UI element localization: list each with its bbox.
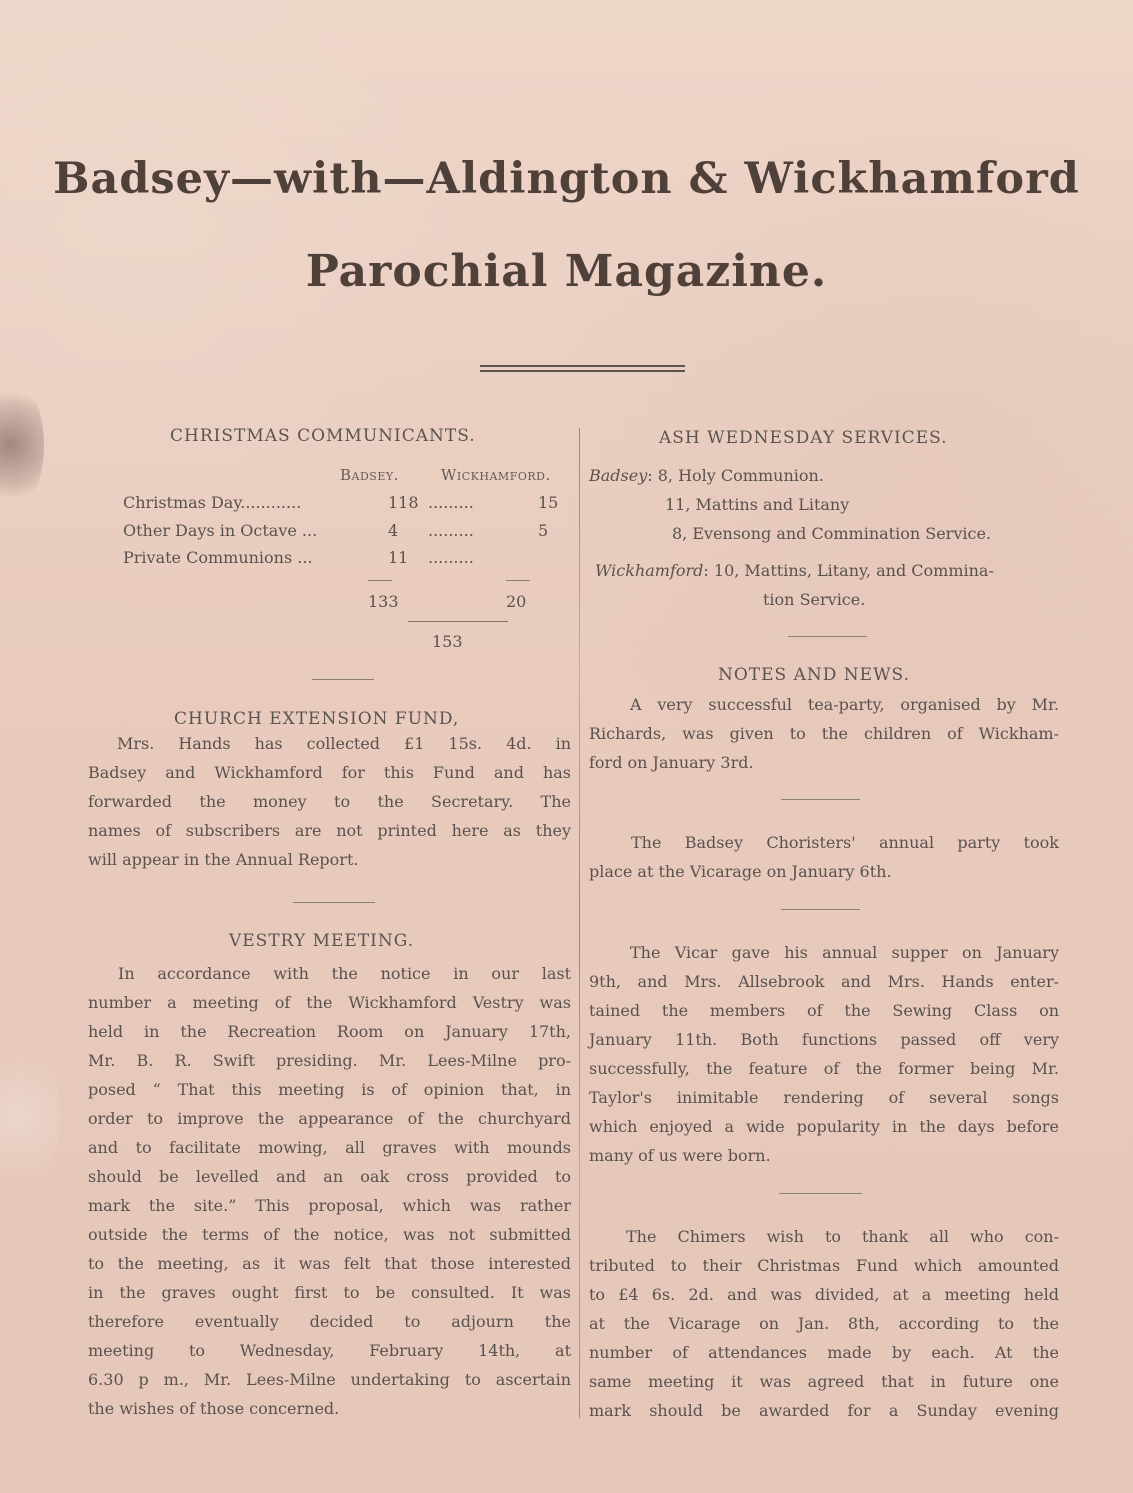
communicants-row-dots: ......... [428,493,474,512]
ash-badsey-third: 8, Evensong and Commination Service. [672,524,991,543]
communicants-col-badsey: Badsey. [340,466,399,484]
ash-badsey-second: 11, Mattins and Litany [665,495,850,514]
notes-paragraph3-line: Taylor's inimitable rendering of several songs [589,1088,1059,1107]
church-extension-line: Badsey and Wickhamford for this Fund and has [88,763,571,782]
notes-paragraph4-line: mark should be awarded for a Sunday evening [589,1401,1059,1420]
church-extension-heading: CHURCH EXTENSION FUND, [174,709,460,729]
subtotal-rule-wickhamford [506,580,530,581]
vestry-line: mark the site.” This proposal, which was rather [88,1196,571,1215]
vestry-line: outside the terms of the notice, was not submitted [88,1225,571,1244]
notes-paragraph3-line: January 11th. Both functions passed off very [589,1030,1059,1049]
communicants-row-label: Christmas Day............ [123,493,302,512]
vestry-line: the wishes of those concerned. [88,1399,340,1418]
total-badsey: 133 [368,592,399,611]
notes-paragraph1-line: A very successful tea-party, organised by Mr. [630,695,1059,714]
notes-paragraph3-line: which enjoyed a wide popularity in the days before [589,1117,1059,1136]
communicants-row-wickhamford-value: 5 [538,521,549,540]
ash-wednesday-heading: ASH WEDNESDAY SERVICES. [659,428,948,448]
vestry-line: in the graves ought first to be consulted. It was [88,1283,571,1302]
paper-stain [0,1040,60,1190]
ash-wickhamford-line [595,556,994,585]
ash-badsey-first: : 8, Holy Communion. [647,466,824,485]
section-divider [779,1193,862,1194]
total-wickhamford: 20 [506,592,527,611]
notes-paragraph4-line: same meeting it was agreed that in future one [589,1372,1059,1391]
notes-paragraph3-line: successfully, the feature of the former being Mr. [589,1059,1059,1078]
vestry-heading: VESTRY MEETING. [229,931,415,951]
notes-paragraph3-line: The Vicar gave his annual supper on January [630,943,1059,962]
notes-paragraph1-line: Richards, was given to the children of Wickham- [589,724,1059,743]
section-divider [781,909,860,910]
notes-paragraph3-line: 9th, and Mrs. Allsebrook and Mrs. Hands enter- [589,972,1059,991]
church-extension-line: names of subscribers are not printed here as they [88,821,571,840]
section-divider [781,799,860,800]
vestry-line: 6.30 p m., Mr. Lees-Milne undertaking to ascertain [88,1370,571,1389]
church-extension-line: forwarded the money to the Secretary. The [88,792,571,811]
vestry-line: and to facilitate mowing, all graves with mounds [88,1138,571,1157]
communicants-row-label: Private Communions ... [123,548,313,567]
notes-heading: NOTES AND NEWS. [718,665,910,685]
vestry-line: In accordance with the notice in our last [118,964,571,983]
masthead-rule-bottom [480,370,685,372]
column-divider [579,428,580,1418]
paper-stain [0,380,44,510]
vestry-line: meeting to Wednesday, February 14th, at [88,1341,571,1360]
communicants-row-label: Other Days in Octave ... [123,521,318,540]
notes-paragraph4-line: at the Vicarage on Jan. 8th, according to the [589,1314,1059,1333]
grand-total-rule [408,621,508,622]
church-extension-line: will appear in the Annual Report. [88,850,359,869]
vestry-line: posed “ That this meeting is of opinion that, in [88,1080,571,1099]
ash-badsey-line [589,461,824,490]
vestry-line: Mr. B. R. Swift presiding. Mr. Lees-Milne pro- [88,1051,571,1070]
grand-total: 153 [432,632,463,651]
notes-paragraph4-line: The Chimers wish to thank all who con- [626,1227,1059,1246]
masthead-line-2: Parochial Magazine. [305,246,828,297]
notes-paragraph2-line: The Badsey Choristers' annual party took [631,833,1059,852]
section-divider [788,636,867,637]
ash-wickhamford-second: tion Service. [763,590,866,609]
masthead-line-1: Badsey—with—Aldington & Wickhamford [53,154,1080,204]
masthead-rule-top [480,365,685,367]
vestry-line: therefore eventually decided to adjourn the [88,1312,571,1331]
notes-paragraph4-line: to £4 6s. 2d. and was divided, at a meeting held [589,1285,1059,1304]
notes-paragraph2-line: place at the Vicarage on January 6th. [589,862,892,881]
church-extension-line: Mrs. Hands has collected £1 15s. 4d. in [117,734,571,753]
communicants-row-dots: ......... [428,548,474,567]
communicants-row-wickhamford-value: 15 [538,493,559,512]
notes-paragraph4-line: number of attendances made by each. At the [589,1343,1059,1362]
communicants-row-badsey-value: 11 [388,548,409,567]
notes-paragraph3-line: tained the members of the Sewing Class on [589,1001,1059,1020]
communicants-row-badsey-value: 4 [388,521,399,540]
communicants-col-wickhamford: Wickhamford. [441,466,551,484]
vestry-line: to the meeting, as it was felt that those interested [88,1254,571,1273]
notes-paragraph3-line: many of us were born. [589,1146,771,1165]
communicants-row-badsey-value: 118 [388,493,419,512]
ash-wickhamford-first: : 10, Mattins, Litany, and Commina- [703,561,994,580]
communicants-row-dots: ......... [428,521,474,540]
vestry-line: should be levelled and an oak cross provided to [88,1167,571,1186]
vestry-line: held in the Recreation Room on January 17th, [88,1022,571,1041]
notes-paragraph4-line: tributed to their Christmas Fund which amounted [589,1256,1059,1275]
section-divider [293,902,375,903]
ash-wickhamford-label: Wickhamford [595,561,704,580]
vestry-line: order to improve the appearance of the churchyard [88,1109,571,1128]
subtotal-rule-badsey [368,580,392,581]
section-divider [312,679,374,680]
ash-badsey-label: Badsey [589,466,648,485]
communicants-heading: CHRISTMAS COMMUNICANTS. [170,426,476,446]
notes-paragraph1-line: ford on January 3rd. [589,753,754,772]
vestry-line: number a meeting of the Wickhamford Vestry was [88,993,571,1012]
